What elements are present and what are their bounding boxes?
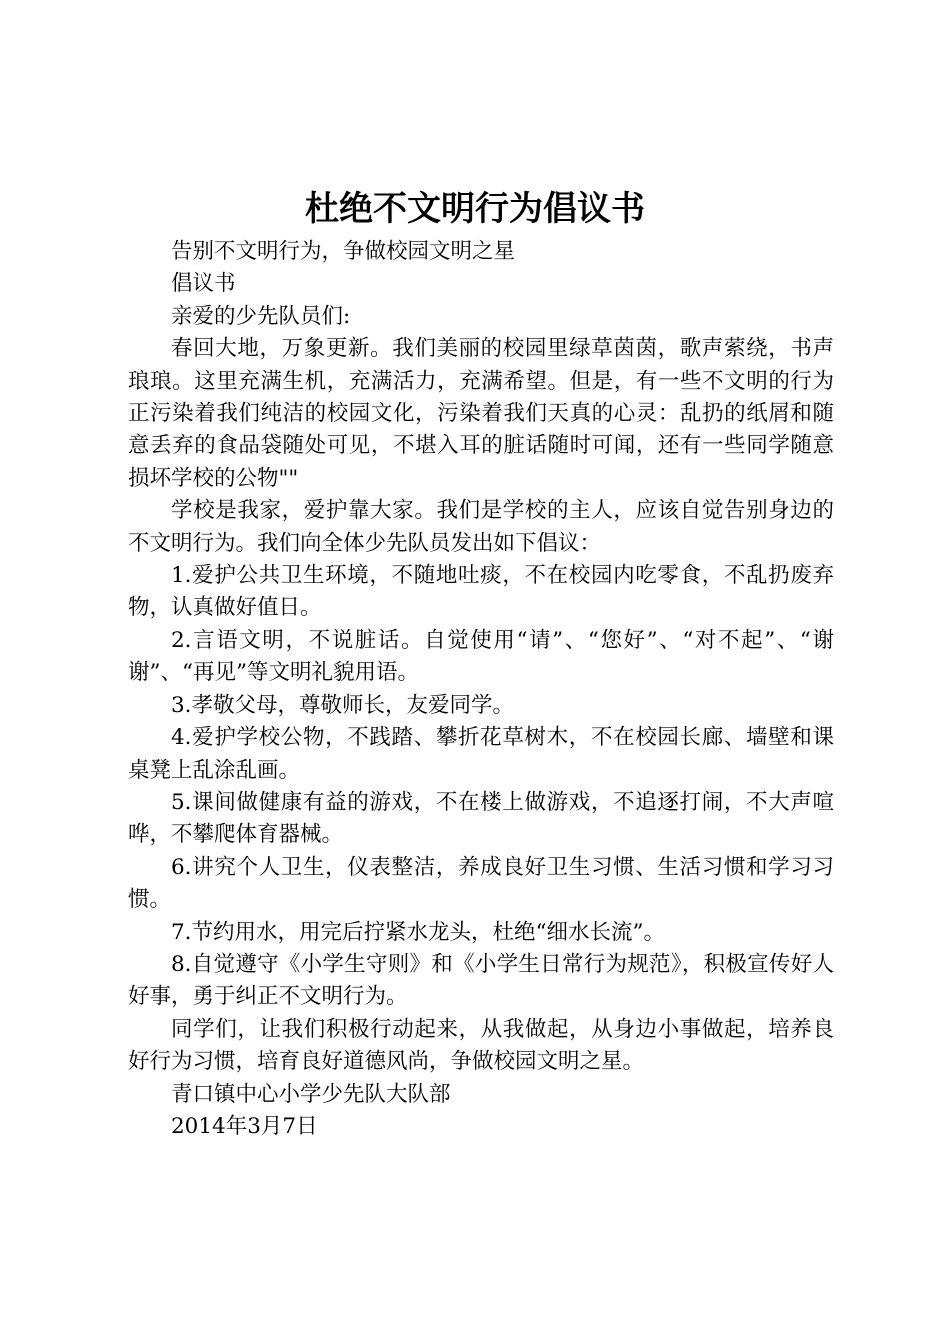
proposal-item: 5.课间做健康有益的游戏，不在楼上做游戏，不追逐打闹，不大声喧哗，不攀爬体育器械。 [128, 789, 834, 848]
proposal-item: 6.讲究个人卫生，仪表整洁，养成良好卫生习惯、生活习惯和学习习惯。 [128, 854, 834, 913]
proposal-lead-paragraph: 学校是我家，爱护靠大家。我们是学校的主人，应该自觉告别身边的不文明行为。我们向全体少先队员发出如下倡议： [128, 498, 834, 556]
signature: 青口镇中心小学少先队大队部 [171, 1081, 451, 1107]
proposal-item: 3.孝敬父母，尊敬师长，友爱同学。 [171, 692, 515, 718]
doc-type-label: 倡议书 [171, 271, 236, 297]
document-body [128, 236, 834, 1143]
document-title: 杜绝不文明行为倡议书 [305, 189, 645, 229]
date: 2014年3月7日 [171, 1113, 318, 1139]
salutation: 亲爱的少先队员们: [171, 303, 351, 329]
proposal-item: 4.爱护学校公物，不践踏、攀折花草树木，不在校园长廊、墙壁和课桌凳上乱涂乱画。 [128, 725, 834, 783]
intro-paragraph: 春回大地，万象更新。我们美丽的校园里绿草茵茵，歌声萦绕，书声琅琅。这里充满生机，充满活力，充满希望。但是，有一些不文明的行为正污染着我们纯洁的校园文化，污染着我们天真的心灵：乱扔的纸屑和随意丢弃的食品袋随处可见，不堪入耳的脏话随时可闻，还有一些同学随意损坏学校的公物"" [128, 336, 834, 491]
closing-paragraph: 同学们，让我们积极行动起来，从我做起，从身边小事做起，培养良好行为习惯，培育良好道德风尚，争做校园文明之星。 [128, 1016, 834, 1075]
proposal-item: 7.节约用水，用完后拧紧水龙头，杜绝“细水长流”。 [171, 919, 665, 945]
subtitle: 告别不文明行为，争做校园文明之星 [171, 239, 516, 264]
proposal-item: 1.爱护公共卫生环境，不随地吐痰，不在校园内吃零食，不乱扔废弃物，认真做好值日。 [128, 563, 834, 621]
proposal-item: 8.自觉遵守《小学生守则》和《小学生日常行为规范》，积极宣传好人好事，勇于纠正不文明行为。 [128, 951, 834, 1010]
proposal-item: 2.言语文明，不说脏话。自觉使用“请”、“您好”、“对不起”、“谢谢”、“再见”等文明礼貌用语。 [128, 627, 834, 686]
